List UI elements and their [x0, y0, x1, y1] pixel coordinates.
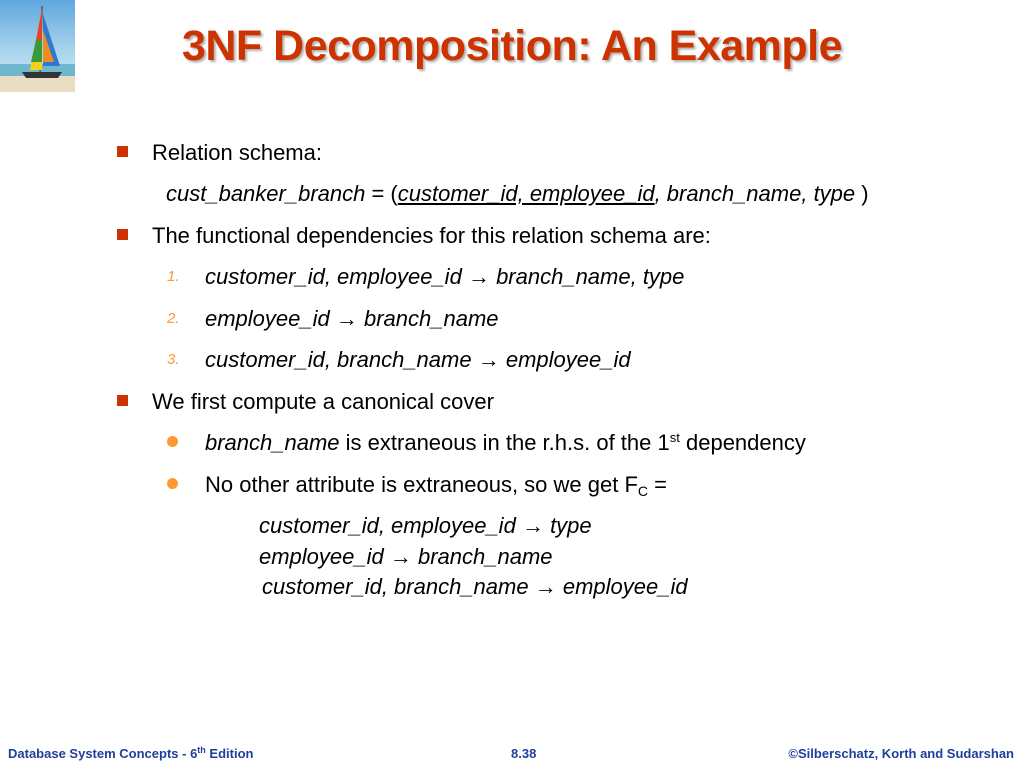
- fd-number-3: 3.: [167, 351, 180, 368]
- fc-subscript: C: [637, 483, 649, 499]
- fd-1-rhs: branch_name, type: [496, 264, 685, 289]
- extraneous-text: is extraneous in the r.h.s. of the 1: [339, 430, 670, 455]
- right-arrow-icon: →: [467, 264, 490, 289]
- extraneous-end: dependency: [679, 430, 806, 455]
- right-arrow-icon: →: [389, 544, 412, 569]
- footer-copyright: ©Silberschatz, Korth and Sudarshan: [788, 746, 1014, 761]
- no-other-end: =: [648, 472, 667, 497]
- bullet-functional-dependencies: The functional dependencies for this relation schema are:: [152, 223, 711, 248]
- fd-3-rhs: employee_id: [505, 347, 631, 372]
- schema-name: cust_banker_branch: [166, 181, 366, 206]
- bullet-relation-schema: Relation schema:: [152, 140, 322, 165]
- schema-key: customer_id, employee_id: [397, 181, 655, 206]
- fd-3: [205, 347, 631, 373]
- square-bullet-icon: [117, 229, 128, 240]
- fd-1: [205, 264, 684, 290]
- right-arrow-icon: →: [477, 347, 500, 372]
- fd-1-lhs: customer_id, employee_id: [205, 264, 462, 289]
- round-bullet-icon: [167, 436, 178, 447]
- footer-left-sup: th: [197, 745, 206, 755]
- sub-bullet-extraneous: [205, 430, 806, 456]
- slide-title: 3NF Decomposition: An Example: [181, 22, 843, 70]
- fd-2-lhs: employee_id: [205, 306, 330, 331]
- right-arrow-icon: →: [534, 574, 557, 599]
- square-bullet-icon: [117, 395, 128, 406]
- fc-1-lhs: customer_id, employee_id: [259, 513, 516, 538]
- round-bullet-icon: [167, 478, 178, 489]
- schema-line: [166, 181, 869, 207]
- schema-close: ): [855, 181, 869, 206]
- bullet-canonical-cover: We first compute a canonical cover: [152, 389, 494, 414]
- fd-number-1: 1.: [167, 268, 180, 285]
- fc-3: [262, 574, 688, 600]
- footer-page-number: 8.38: [511, 746, 537, 761]
- schema-rest: , branch_name, type: [654, 181, 856, 206]
- footer-left-text: Database System Concepts - 6: [8, 746, 198, 761]
- footer-book-title: [8, 746, 253, 761]
- fd-2-rhs: branch_name: [364, 306, 499, 331]
- footer-left-end: Edition: [205, 746, 254, 761]
- extraneous-sup: st: [669, 430, 680, 445]
- right-arrow-icon: →: [521, 513, 544, 538]
- fc-3-lhs: customer_id, branch_name: [262, 574, 529, 599]
- no-other-text: No other attribute is extraneous, so we get F: [205, 472, 638, 497]
- fc-2-lhs: employee_id: [259, 544, 384, 569]
- square-bullet-icon: [117, 146, 128, 157]
- fc-1-rhs: type: [550, 513, 592, 538]
- fc-2-rhs: branch_name: [418, 544, 553, 569]
- right-arrow-icon: →: [335, 306, 358, 331]
- extraneous-attribute: branch_name: [205, 430, 340, 455]
- fc-3-rhs: employee_id: [562, 574, 688, 599]
- fc-2: [259, 544, 553, 570]
- sub-bullet-no-other: [205, 472, 667, 498]
- fd-3-lhs: customer_id, branch_name: [205, 347, 472, 372]
- fd-number-2: 2.: [167, 310, 180, 327]
- fd-2: [205, 306, 499, 332]
- fc-1: [259, 513, 592, 539]
- schema-eq: = (: [365, 181, 398, 206]
